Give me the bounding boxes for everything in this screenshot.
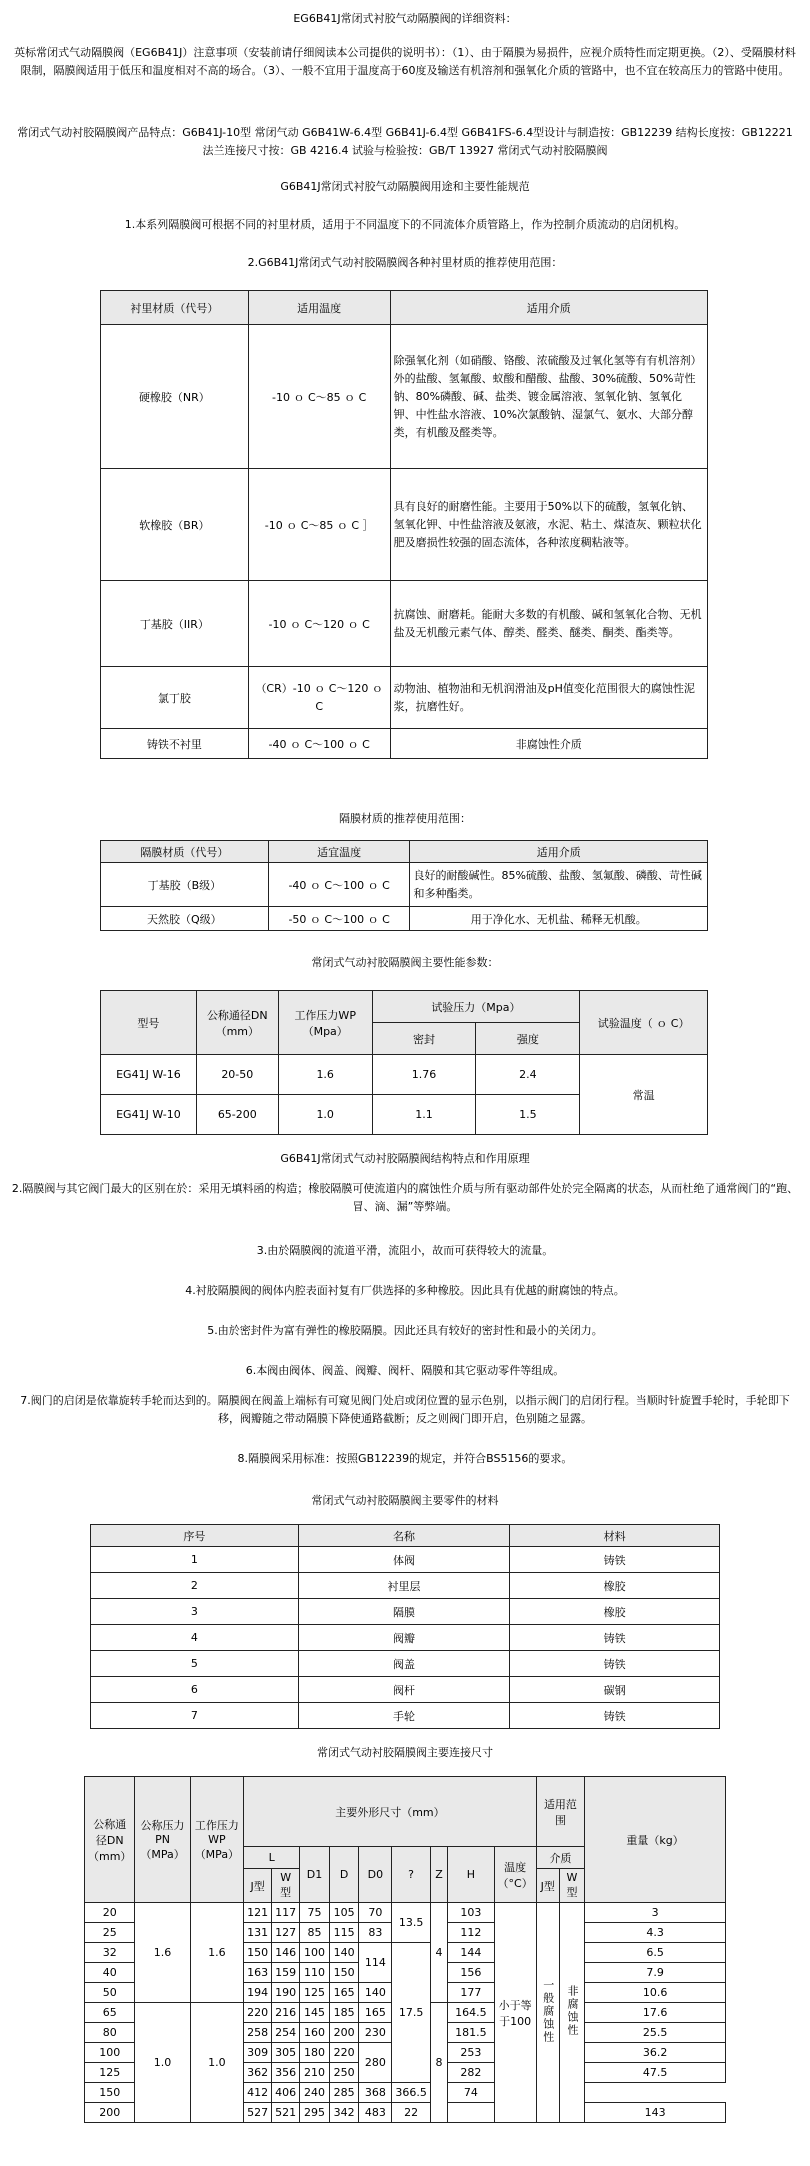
dims-cell-H: 366.5 <box>392 2083 431 2103</box>
dims-cell-q: 22 <box>392 2103 431 2123</box>
dims-medium-J-text: 一般腐蚀性 <box>541 1978 555 2044</box>
lining-cell-material: 硬橡胶（NR） <box>101 325 249 469</box>
dims-header-LW: W型 <box>272 1869 300 1903</box>
dims-cell-dn: 25 <box>85 1923 135 1943</box>
dims-cell-dn: 65 <box>85 2003 135 2023</box>
dims-cell-q: 17.5 <box>392 1943 431 2083</box>
parts-row <box>91 1573 720 1599</box>
dims-cell-dn: 80 <box>85 2023 135 2043</box>
dims-cell-pn: 1.0 <box>135 2003 190 2123</box>
dims-cell-D1: 210 <box>300 2063 330 2083</box>
feature-item-6: 6.本阀由阀体、阀盖、阀瓣、阀杆、隔膜和其它驱动零件等组成。 <box>245 1364 565 1377</box>
dims-cell-D0: 114 <box>359 1943 392 1983</box>
perf-cell-seal: 1.76 <box>372 1055 476 1095</box>
diaphragm-row <box>101 907 708 931</box>
dims-cell-D: 185 <box>329 2003 359 2023</box>
dims-cell-LW: 117 <box>272 1903 300 1923</box>
parts-cell-name: 阀瓣 <box>298 1625 510 1651</box>
dims-cell-D: 140 <box>329 1943 359 1963</box>
dims-cell-D1: 180 <box>300 2043 330 2063</box>
parts-cell-name: 体阀 <box>298 1547 510 1573</box>
diaphragm-header-row <box>101 841 708 863</box>
dims-cell-D0: 368 <box>359 2083 392 2103</box>
dims-header-scope: 适用范围 <box>536 1777 584 1847</box>
dims-cell-pn: 1.6 <box>135 1903 190 2003</box>
lining-row <box>101 667 708 729</box>
usage-item-1: 1.本系列隔膜阀可根据不同的衬里材质，适用于不同温度下的不同流体介质管路上，作为控制介质流动的启闭机构。 <box>124 218 686 231</box>
dims-cell-LW: 216 <box>272 2003 300 2023</box>
dims-header-D: D <box>329 1847 359 1903</box>
dims-cell-LW: 127 <box>272 1923 300 1943</box>
lining-header-row <box>101 291 708 325</box>
dims-cell-wp: 1.6 <box>190 1903 244 2003</box>
perf-header-model: 型号 <box>101 991 197 1055</box>
feature-item-4: 4.衬胶隔膜阀的阀体内腔表面衬复有厂供选择的多种橡胶。因此具有优越的耐腐蚀的特点。 <box>185 1284 625 1297</box>
dims-cell-H: 253 <box>448 2043 494 2063</box>
dims-cell-H: 282 <box>448 2063 494 2083</box>
lining-cell-material: 氯丁胶 <box>101 667 249 729</box>
dims-cell-LJ: 258 <box>244 2023 272 2043</box>
parts-header-row <box>91 1525 720 1547</box>
dims-cell-q: 13.5 <box>392 1903 431 1943</box>
dims-cell-D0: 70 <box>359 1903 392 1923</box>
feature-item-3: 3.由於隔膜阀的流道平滑，流阻小，故而可获得较大的流量。 <box>256 1244 554 1257</box>
perf-cell-temp: 常温 <box>580 1055 708 1135</box>
parts-row <box>91 1599 720 1625</box>
parts-row <box>91 1651 720 1677</box>
dims-header-weight: 重量（kg） <box>585 1777 726 1903</box>
perf-title: 常闭式气动衬胶隔膜阀主要性能参数： <box>311 956 499 969</box>
dims-cell-LJ: 362 <box>244 2063 272 2083</box>
perf-header-seal: 密封 <box>372 1023 476 1055</box>
dims-cell-weight: 7.9 <box>585 1963 726 1983</box>
dims-header-temp: 温度（°C） <box>494 1847 536 1903</box>
perf-header-test: 试验压力（Mpa） <box>372 991 580 1023</box>
dims-header-dn: 公称通径DN（mm） <box>85 1777 135 1903</box>
dims-cell-D1: 110 <box>300 1963 330 1983</box>
dims-cell-D: 150 <box>329 1963 359 1983</box>
dims-cell-weight: 3 <box>585 1903 726 1923</box>
dims-cell-LJ: 121 <box>244 1903 272 1923</box>
doc-title: EG6B41J常闭式衬胶气动隔膜阀的详细资料： <box>293 12 517 25</box>
dims-cell-temp: 小于等于100 <box>494 1903 536 2123</box>
lining-cell-medium: 除强氧化剂（如硝酸、铬酸、浓硫酸及过氧化氢等有有机溶剂）外的盐酸、氢氟酸、蚁酸和醋酸、盐酸、30%硫酸、50%苛性钠、80%磷酸、碱、盐类、镀金属溶液、氢氧化钠、氢氧化钾、中性盐水溶液、10%次氯酸钠、湿氯气、氨水、大部分醇类，有机酸及醛类等。 <box>390 325 707 469</box>
dims-cell-H: 103 <box>448 1903 494 1923</box>
lining-header-medium: 适用介质 <box>390 291 707 325</box>
lining-cell-medium: 动物油、植物油和无机润滑油及pH值变化范围很大的腐蚀性泥浆，抗磨性好。 <box>390 667 707 729</box>
dims-cell-D1: 160 <box>300 2023 330 2043</box>
dims-header-medium-J: J型 <box>536 1869 559 1903</box>
dims-cell-LJ: 150 <box>244 1943 272 1963</box>
diaphragm-cell-material: 天然胶（Q级） <box>101 907 269 931</box>
diaphragm-header-medium: 适用介质 <box>410 841 708 863</box>
dims-cell-weight: 47.5 <box>585 2063 726 2083</box>
dims-cell-D1: 85 <box>300 1923 330 1943</box>
dims-cell-LJ: 309 <box>244 2043 272 2063</box>
feature-item-8: 8.隔膜阀采用标准：按照GB12239的规定，并符合BS5156的要求。 <box>237 1452 573 1465</box>
usage-title: G6B41J常闭式衬胶气动隔膜阀用途和主要性能规范 <box>280 180 530 193</box>
dims-cell-LW: 521 <box>272 2103 300 2123</box>
dims-cell-LJ: 527 <box>244 2103 272 2123</box>
dims-cell-dn: 20 <box>85 1903 135 1923</box>
dims-cell-H: 164.5 <box>448 2003 494 2023</box>
diaphragm-title: 隔膜材质的推荐使用范围： <box>339 812 471 825</box>
diaphragm-cell-temp: -40 ｏ C～100 ｏ C <box>268 863 410 907</box>
dims-cell-weight: 6.5 <box>585 1943 726 1963</box>
lining-cell-medium: 非腐蚀性介质 <box>390 729 707 759</box>
perf-cell-seal: 1.1 <box>372 1095 476 1135</box>
dims-cell-dn: 100 <box>85 2043 135 2063</box>
dims-cell-dn: 125 <box>85 2063 135 2083</box>
lining-cell-temp: -10 ｏ C～85 ｏ C <box>248 325 390 469</box>
dims-cell-Z: 4 <box>430 1903 447 2003</box>
parts-row <box>91 1625 720 1651</box>
perf-cell-strength: 2.4 <box>476 1055 580 1095</box>
parts-cell-name: 阀盖 <box>298 1651 510 1677</box>
parts-row <box>91 1677 720 1703</box>
dims-header-q: ? <box>392 1847 431 1903</box>
parts-cell-name: 隔膜 <box>298 1599 510 1625</box>
parts-cell-no: 2 <box>91 1573 299 1599</box>
dims-cell-weight: 10.6 <box>585 1983 726 2003</box>
dims-header-pn: 公称压力PN（MPa） <box>135 1777 190 1903</box>
dims-title: 常闭式气动衬胶隔膜阀主要连接尺寸 <box>317 1746 493 1759</box>
performance-table <box>100 990 708 1135</box>
parts-cell-material: 橡胶 <box>510 1599 720 1625</box>
lining-cell-medium: 具有良好的耐磨性能。主要用于50%以下的硫酸，氢氧化钠、氢氧化钾、中性盐溶液及氨液，水泥、粘土、煤渣灰、颗粒状化肥及磨损性较强的固态流体，各种浓度稠粘液等。 <box>390 469 707 581</box>
dims-header-main: 主要外形尺寸（mm） <box>244 1777 537 1847</box>
dims-cell-D1: 125 <box>300 1983 330 2003</box>
dims-row <box>85 1903 726 1923</box>
dims-header-D0: D0 <box>359 1847 392 1903</box>
dims-cell-weight: 17.6 <box>585 2003 726 2023</box>
lining-cell-material: 铸铁不衬里 <box>101 729 249 759</box>
dims-cell-medium-W <box>559 1903 584 2123</box>
dims-cell-weight: 143 <box>585 2103 726 2123</box>
lining-header-temp: 适用温度 <box>248 291 390 325</box>
perf-header-strength: 强度 <box>476 1023 580 1055</box>
dims-cell-D0: 165 <box>359 2003 392 2023</box>
perf-cell-strength: 1.5 <box>476 1095 580 1135</box>
dims-cell-D0: 230 <box>359 2023 392 2043</box>
lining-row <box>101 581 708 667</box>
lining-cell-medium: 抗腐蚀、耐磨耗。能耐大多数的有机酸、碱和氢氧化合物、无机盐及无机酸元素气体、醇类、醛类、醚类、酮类、酯类等。 <box>390 581 707 667</box>
dims-cell-D: 165 <box>329 1983 359 2003</box>
parts-cell-material: 铸铁 <box>510 1651 720 1677</box>
parts-cell-no: 7 <box>91 1703 299 1729</box>
dims-cell-weight: 36.2 <box>585 2043 726 2063</box>
feature-item-7: 7.阀门的启闭是依靠旋转手轮而达到的。隔膜阀在阀盖上端标有可窥见阀门处启或闭位置的显示色别，以指示阀门的启闭行程。当顺时针旋置手轮时，手轮即下移，阀瓣随之带动隔膜下降使通路截断；反之则阀门即开启，色别随之显露。 <box>20 1394 790 1425</box>
lining-cell-material: 软橡胶（BR） <box>101 469 249 581</box>
dims-cell-D0: 280 <box>359 2043 392 2083</box>
dims-cell-D1: 295 <box>300 2103 330 2123</box>
dims-header-row <box>85 1777 726 1847</box>
lining-header-material: 衬里材质（代号） <box>101 291 249 325</box>
dims-cell-weight: 4.3 <box>585 1923 726 1943</box>
dims-cell-D1: 100 <box>300 1943 330 1963</box>
dims-header-medium: 介质 <box>536 1847 584 1869</box>
perf-header-temp: 试验温度（ ｏ C） <box>580 991 708 1055</box>
dims-cell-Z: 8 <box>430 2003 447 2123</box>
dims-cell-LJ: 412 <box>244 2083 272 2103</box>
parts-table <box>90 1524 720 1729</box>
lining-row <box>101 729 708 759</box>
dims-cell-weight: 25.5 <box>585 2023 726 2043</box>
dims-cell-LJ: 131 <box>244 1923 272 1943</box>
dims-cell-H: 144 <box>448 1943 494 1963</box>
lining-cell-temp: -40 ｏ C～100 ｏ C <box>248 729 390 759</box>
parts-title: 常闭式气动衬胶隔膜阀主要零件的材料 <box>311 1494 499 1507</box>
dims-cell-H <box>448 2103 494 2123</box>
parts-cell-no: 5 <box>91 1651 299 1677</box>
dims-cell-LJ: 163 <box>244 1963 272 1983</box>
parts-cell-material: 铸铁 <box>510 1703 720 1729</box>
parts-cell-name: 手轮 <box>298 1703 510 1729</box>
dims-cell-D0: 483 <box>359 2103 392 2123</box>
dims-header-L: L <box>244 1847 300 1869</box>
dims-cell-D0: 83 <box>359 1923 392 1943</box>
dims-cell-dn: 50 <box>85 1983 135 2003</box>
dims-cell-H: 177 <box>448 1983 494 2003</box>
dims-header-LJ: J型 <box>244 1869 272 1903</box>
perf-cell-wp: 1.6 <box>278 1055 372 1095</box>
dimensions-table <box>84 1776 726 2123</box>
dims-cell-D: 285 <box>329 2083 359 2103</box>
dims-cell-D1: 145 <box>300 2003 330 2023</box>
dims-cell-D0: 140 <box>359 1983 392 2003</box>
dims-cell-dn: 32 <box>85 1943 135 1963</box>
parts-row <box>91 1703 720 1729</box>
diaphragm-cell-medium: 用于净化水、无机盐、稀释无机酸。 <box>410 907 708 931</box>
parts-header-material: 材料 <box>510 1525 720 1547</box>
features-title: G6B41J常闭式气动衬胶隔膜阀结构特点和作用原理 <box>280 1152 530 1165</box>
dims-medium-W-text: 非腐蚀性 <box>565 1985 579 2037</box>
parts-row <box>91 1547 720 1573</box>
dims-cell-dn: 150 <box>85 2083 135 2103</box>
diaphragm-cell-medium: 良好的耐酸碱性。85%硫酸、盐酸、氢氟酸、磷酸、苛性碱和多种酯类。 <box>410 863 708 907</box>
perf-cell-dn: 20-50 <box>196 1055 278 1095</box>
parts-cell-no: 3 <box>91 1599 299 1625</box>
dims-cell-D: 342 <box>329 2103 359 2123</box>
dims-cell-dn: 40 <box>85 1963 135 1983</box>
feature-item-5: 5.由於密封件为富有弹性的橡胶隔膜。因此还具有较好的密封性和最小的关闭力。 <box>207 1324 603 1337</box>
dims-cell-D1: 240 <box>300 2083 330 2103</box>
intro-paragraph: 英标常闭式气动隔膜阀（EG6B41J）注意事项（安装前请仔细阅读本公司提供的说明书）：（1）、由于隔膜为易损件，应视介质特性而定期更换。（2）、受隔膜材料限制，隔膜阀适用于低压和温度相对不高的场合。（3）、一般不宜用于温度高于60度及输送有机溶剂和强氧化介质的管路中，也不宜在较高压力的管路中使用。 <box>14 46 796 77</box>
diaphragm-cell-temp: -50 ｏ C～100 ｏ C <box>268 907 410 931</box>
dims-cell-H: 156 <box>448 1963 494 1983</box>
dims-cell-D: 115 <box>329 1923 359 1943</box>
diaphragm-cell-material: 丁基胶（B级） <box>101 863 269 907</box>
dims-cell-D: 200 <box>329 2023 359 2043</box>
parts-cell-name: 阀杆 <box>298 1677 510 1703</box>
parts-cell-material: 碳钢 <box>510 1677 720 1703</box>
dims-cell-D: 105 <box>329 1903 359 1923</box>
perf-cell-wp: 1.0 <box>278 1095 372 1135</box>
diaphragm-header-material: 隔膜材质（代号） <box>101 841 269 863</box>
usage-item-2: 2.G6B41J常闭式气动衬胶隔膜阀各种衬里材质的推荐使用范围： <box>247 256 563 269</box>
parts-cell-no: 1 <box>91 1547 299 1573</box>
dims-cell-LW: 356 <box>272 2063 300 2083</box>
dims-cell-dn: 200 <box>85 2103 135 2123</box>
dims-cell-LW: 190 <box>272 1983 300 2003</box>
perf-cell-model: EG41J W-10 <box>101 1095 197 1135</box>
lining-row <box>101 469 708 581</box>
lining-table <box>100 290 708 759</box>
product-features-paragraph: 常闭式气动衬胶隔膜阀产品特点：G6B41J-10型 常闭气动 G6B41W-6.4型 G6B41J-6.4型 G6B41FS-6.4型设计与制造按：GB12239 结构长度按：GB12221 法兰连接尺寸按：GB 4216.4 试验与检验按：GB/T 13927 常闭式气动衬胶隔膜阀 <box>17 126 793 157</box>
diaphragm-header-temp: 适宜温度 <box>268 841 410 863</box>
dims-cell-LW: 305 <box>272 2043 300 2063</box>
dims-cell-H: 181.5 <box>448 2023 494 2043</box>
dims-header-wp: 工作压力WP（MPa） <box>190 1777 244 1903</box>
dims-cell-LW: 406 <box>272 2083 300 2103</box>
dims-cell-LJ: 220 <box>244 2003 272 2023</box>
perf-cell-model: EG41J W-16 <box>101 1055 197 1095</box>
perf-row <box>101 1055 708 1095</box>
lining-row <box>101 325 708 469</box>
perf-header-wp: 工作压力WP（Mpa） <box>278 991 372 1055</box>
dims-cell-H: 112 <box>448 1923 494 1943</box>
parts-cell-material: 橡胶 <box>510 1573 720 1599</box>
parts-header-no: 序号 <box>91 1525 299 1547</box>
feature-item-2: 2.隔膜阀与其它阀门最大的区别在於：采用无填料函的构造；橡胶隔膜可使流道内的腐蚀性介质与所有驱动部件处於完全隔离的状态，从而杜绝了通常阀门的“跑、冒、滴、漏”等弊端。 <box>11 1182 799 1213</box>
parts-cell-name: 衬里层 <box>298 1573 510 1599</box>
dims-cell-LW: 146 <box>272 1943 300 1963</box>
parts-cell-no: 4 <box>91 1625 299 1651</box>
dims-cell-LJ: 194 <box>244 1983 272 2003</box>
lining-cell-temp: -10 ｏ C～120 ｏ C <box>248 581 390 667</box>
dims-header-H: H <box>448 1847 494 1903</box>
dims-cell-medium-J <box>536 1903 559 2123</box>
parts-cell-material: 铸铁 <box>510 1625 720 1651</box>
perf-header-row <box>101 991 708 1023</box>
dims-cell-LW: 254 <box>272 2023 300 2043</box>
dims-cell-D1: 75 <box>300 1903 330 1923</box>
dims-cell-D: 220 <box>329 2043 359 2063</box>
dims-cell-D: 250 <box>329 2063 359 2083</box>
perf-header-dn: 公称通径DN（mm） <box>196 991 278 1055</box>
lining-cell-material: 丁基胶（IIR） <box>101 581 249 667</box>
parts-header-name: 名称 <box>298 1525 510 1547</box>
dims-cell-wp: 1.0 <box>190 2003 244 2123</box>
lining-cell-temp: -10 ｏ C～85 ｏ C ］ <box>248 469 390 581</box>
dims-header-Z: Z <box>430 1847 447 1903</box>
parts-cell-material: 铸铁 <box>510 1547 720 1573</box>
parts-cell-no: 6 <box>91 1677 299 1703</box>
perf-cell-dn: 65-200 <box>196 1095 278 1135</box>
dims-header-medium-W: W型 <box>559 1869 584 1903</box>
diaphragm-table <box>100 840 708 931</box>
diaphragm-row <box>101 863 708 907</box>
dims-cell-LW: 159 <box>272 1963 300 1983</box>
lining-cell-temp: （CR）-10 ｏ C～120 ｏ C <box>248 667 390 729</box>
dims-header-D1: D1 <box>300 1847 330 1903</box>
dims-cell-weight: 74 <box>448 2083 494 2103</box>
